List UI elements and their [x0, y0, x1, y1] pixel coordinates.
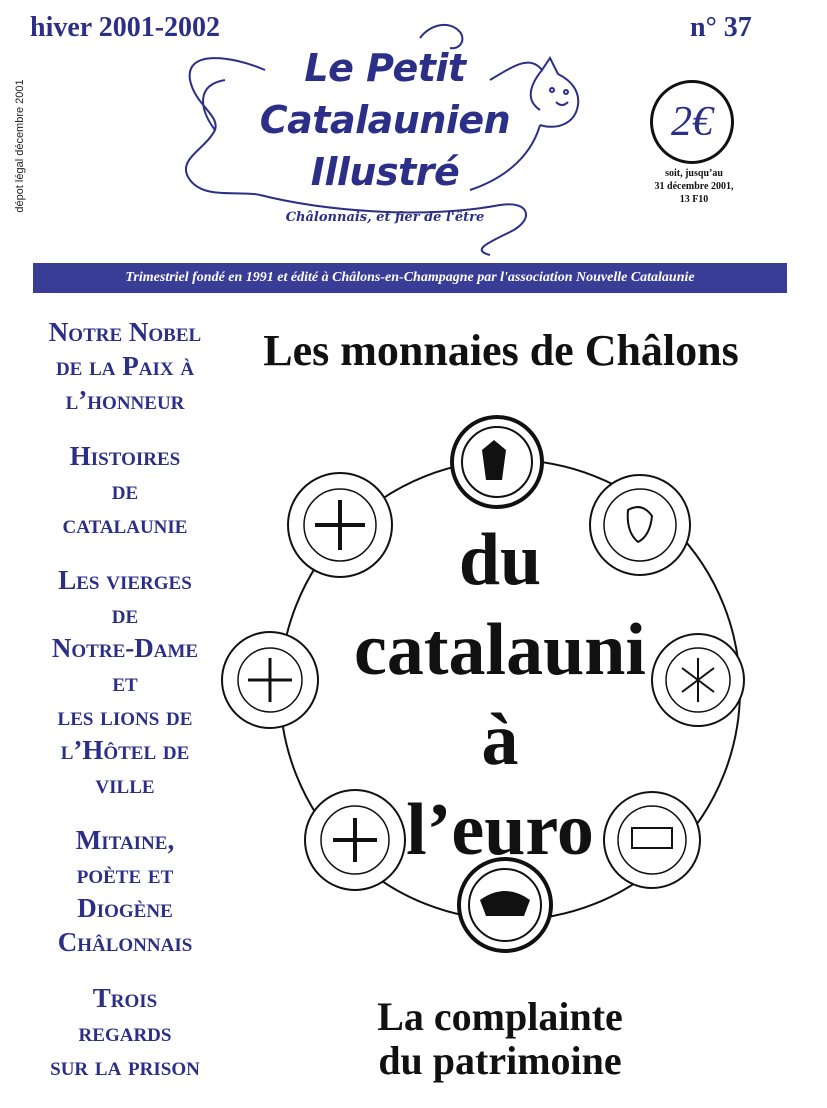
toc-line: regards: [78, 1017, 172, 1047]
main-title-line: l’euro: [406, 789, 594, 871]
headline-bottom-line: La complainte: [377, 994, 623, 1039]
toc-item: [20, 563, 230, 801]
toc-line: ville: [95, 769, 155, 799]
price-note-line1: soit, jusqu’au: [665, 168, 723, 179]
toc-item: [20, 981, 230, 1083]
toc-line: l’Hôtel de: [60, 735, 190, 765]
coin-figure-icon: [452, 417, 542, 507]
main-title-line: à: [481, 699, 519, 781]
toc-line: Châlonnais: [57, 927, 193, 957]
main-title-line: catalauni: [354, 609, 646, 691]
toc-line: sur la prison: [50, 1051, 200, 1081]
toc-line: de: [111, 599, 139, 629]
price-note: [630, 167, 758, 206]
toc-line: Trois: [92, 983, 158, 1013]
main-title-line: du: [458, 519, 542, 601]
toc-line: catalaunie: [62, 509, 188, 539]
toc-line: Les vierges: [58, 565, 192, 595]
logo-tagline: Châlonnais, et fier de l'être: [285, 210, 485, 225]
toc-line: Notre-Dame: [51, 633, 199, 663]
season-label: hiver 2001-2002: [30, 12, 221, 43]
issue-number: n° 37: [690, 12, 752, 43]
price-note-line2: 31 décembre 2001,: [654, 181, 734, 192]
headline-top: Les monnaies de Châlons: [263, 326, 739, 375]
logo-title-line2: Catalaunien: [259, 98, 511, 142]
price-badge: 2€: [650, 80, 734, 164]
toc-line: Notre Nobel: [48, 317, 202, 347]
publisher-banner: Trimestriel fondé en 1991 et édité à Châlons-en-Champagne par l'association Nouvelle Catalaunie: [33, 263, 787, 293]
toc-item: [20, 315, 230, 417]
toc-line: les lions de: [57, 701, 193, 731]
masthead-logo: [170, 10, 600, 265]
logo-title-line3: Illustré: [310, 150, 460, 194]
toc-line: de: [111, 475, 139, 505]
price-note-line3: 13 F10: [679, 194, 709, 205]
toc-line: l’honneur: [65, 385, 185, 415]
logo-title-line1: Le Petit: [304, 46, 466, 90]
headline-bottom-line: du patrimoine: [378, 1038, 622, 1083]
table-of-contents: [20, 315, 230, 1105]
toc-line: Diogène: [77, 893, 173, 923]
toc-line: poète et: [76, 859, 174, 889]
main-title: [330, 515, 670, 875]
headline-bottom: [300, 995, 700, 1083]
toc-item: [20, 439, 230, 541]
toc-line: de la Paix à: [55, 351, 195, 381]
toc-item: [20, 823, 230, 959]
toc-line: et: [112, 667, 138, 697]
toc-line: Mitaine,: [75, 825, 175, 855]
coin-cross-icon: [222, 632, 318, 728]
toc-line: Histoires: [69, 441, 181, 471]
legal-deposit-note: dépot légal décembre 2001: [14, 79, 26, 213]
